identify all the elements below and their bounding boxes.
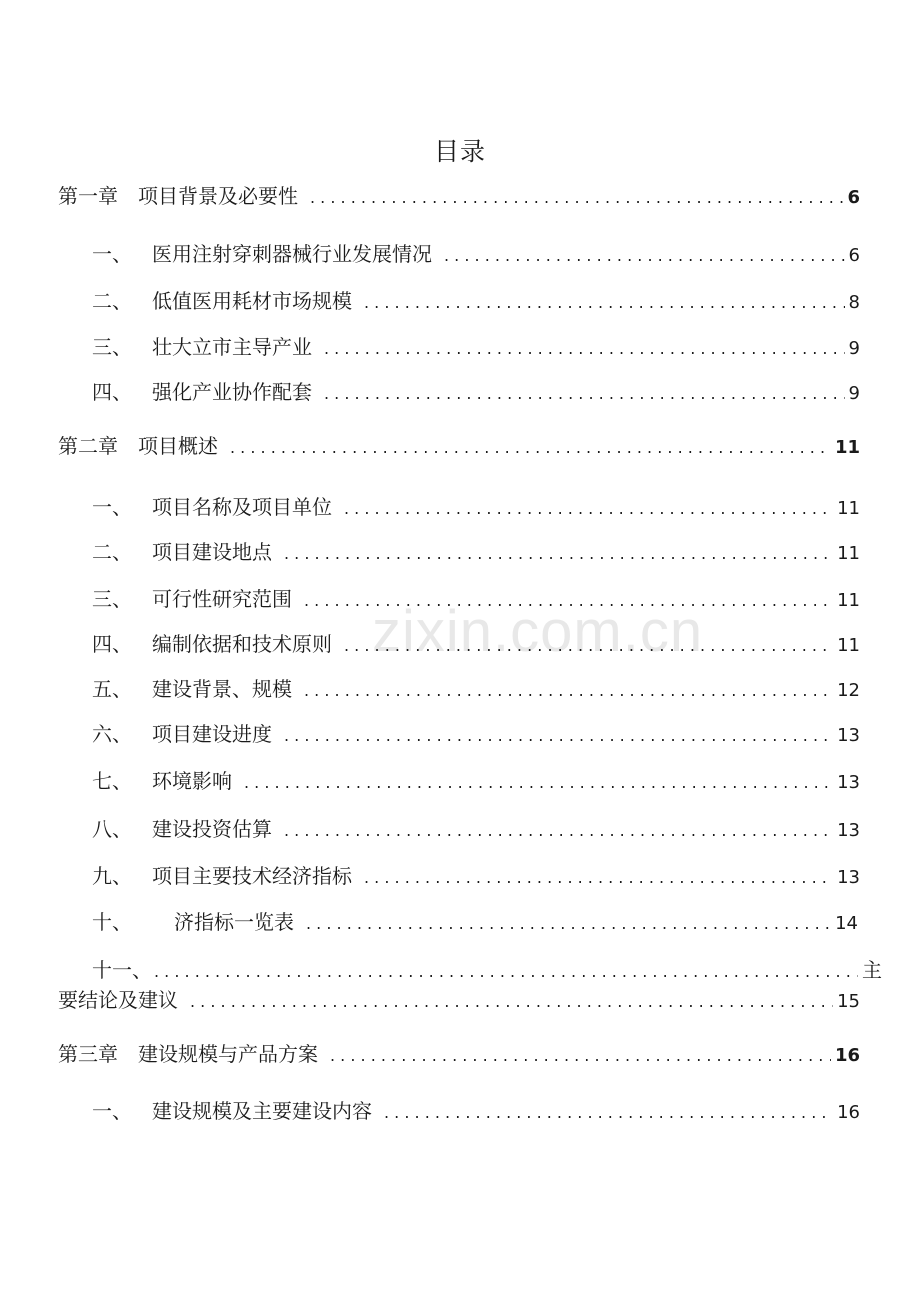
toc-label: 建设背景、规模 <box>152 677 292 701</box>
leader-dots <box>364 289 845 317</box>
toc-entry[interactable] <box>92 1097 860 1127</box>
watermark: zixin.com.cn <box>372 599 704 664</box>
toc-number: 十、 <box>92 910 132 934</box>
toc-page-number: 12 <box>837 680 860 701</box>
toc-number: 八、 <box>92 817 132 841</box>
toc-number: 六、 <box>92 722 132 746</box>
toc-label: 强化产业协作配套 <box>152 380 312 404</box>
toc-page-number: 13 <box>837 772 860 793</box>
toc-number: 三、 <box>92 587 132 611</box>
toc-label: 编制依据和技术原则 <box>152 632 332 656</box>
toc-entry[interactable] <box>92 862 860 892</box>
toc-entry[interactable] <box>92 287 860 317</box>
toc-page-number: 13 <box>837 725 860 746</box>
toc-number: 第三章 <box>58 1042 118 1066</box>
leader-dots <box>330 1042 831 1070</box>
toc-entry[interactable] <box>92 675 860 705</box>
leader-dots <box>344 495 833 523</box>
toc-label: 低值医用耗材市场规模 <box>152 289 352 313</box>
leader-dots <box>324 380 845 408</box>
toc-label: 项目建设地点 <box>152 540 272 564</box>
toc-number: 二、 <box>92 289 132 313</box>
toc-page-number: 8 <box>848 292 860 313</box>
toc-label: 医用注射穿刺器械行业发展情况 <box>152 242 432 266</box>
leader-dots <box>190 988 833 1016</box>
toc-entry[interactable] <box>92 538 860 568</box>
toc-page-number: 16 <box>834 1045 860 1066</box>
leader-dots <box>306 910 831 938</box>
toc-entry[interactable] <box>92 493 860 523</box>
toc-label: 壮大立市主导产业 <box>152 335 312 359</box>
toc-page-number: 6 <box>847 187 860 208</box>
toc-entry[interactable] <box>92 720 860 750</box>
leader-dots <box>384 1099 833 1127</box>
leader-dots <box>154 958 858 986</box>
toc-entry-chapter-2[interactable] <box>58 432 860 462</box>
toc-label: 项目建设进度 <box>152 722 272 746</box>
toc-number: 第二章 <box>58 434 118 458</box>
leader-dots <box>284 722 833 750</box>
leader-dots <box>444 242 845 270</box>
toc-number: 一、 <box>92 495 132 519</box>
toc-number: 九、 <box>92 864 132 888</box>
toc-title: 目录 <box>433 137 486 166</box>
leader-dots <box>304 587 833 615</box>
toc-number: 三、 <box>92 335 132 359</box>
toc-page-number: 16 <box>837 1102 860 1123</box>
toc-label: 项目主要技术经济指标 <box>152 864 352 888</box>
toc-page-number: 11 <box>837 543 860 564</box>
toc-entry[interactable] <box>92 767 860 797</box>
toc-entry[interactable] <box>92 908 858 938</box>
toc-page-number: 15 <box>837 991 860 1012</box>
toc-label: 环境影响 <box>152 769 232 793</box>
toc-number: 十一、 <box>92 958 152 982</box>
toc-number: 四、 <box>92 380 132 404</box>
leader-dots <box>324 335 845 363</box>
toc-label: 项目名称及项目单位 <box>152 495 332 519</box>
toc-page-number: 11 <box>837 590 860 611</box>
leader-dots <box>304 677 833 705</box>
toc-page-number: 9 <box>848 338 860 359</box>
leader-dots <box>284 817 833 845</box>
toc-entry-chapter-1[interactable] <box>58 182 860 212</box>
toc-number: 五、 <box>92 677 132 701</box>
toc-entry[interactable] <box>92 630 860 660</box>
toc-number: 一、 <box>92 242 132 266</box>
toc-number: 一、 <box>92 1099 132 1123</box>
toc-label: 建设规模与产品方案 <box>138 1042 318 1066</box>
toc-label: 建设规模及主要建设内容 <box>152 1099 372 1123</box>
toc-entry[interactable] <box>92 378 860 408</box>
leader-dots <box>244 769 833 797</box>
toc-label-start: 主 <box>862 958 882 982</box>
toc-label: 可行性研究范围 <box>152 587 292 611</box>
leader-dots <box>344 632 833 660</box>
toc-entry[interactable] <box>92 815 860 845</box>
toc-entry[interactable] <box>92 585 860 615</box>
toc-entry[interactable] <box>92 240 860 270</box>
toc-number: 七、 <box>92 769 132 793</box>
toc-page-number: 14 <box>835 913 858 934</box>
toc-page-number: 11 <box>834 437 860 458</box>
leader-dots <box>284 540 833 568</box>
toc-number: 第一章 <box>58 184 118 208</box>
toc-number: 二、 <box>92 540 132 564</box>
toc-entry-chapter-3[interactable] <box>58 1040 860 1070</box>
toc-label: 济指标一览表 <box>174 910 294 934</box>
toc-label: 项目背景及必要性 <box>138 184 298 208</box>
toc-page-number: 11 <box>837 635 860 656</box>
toc-page-number: 9 <box>848 383 860 404</box>
leader-dots <box>230 434 831 462</box>
toc-page-number: 6 <box>848 245 860 266</box>
toc-number: 四、 <box>92 632 132 656</box>
toc-page-number: 13 <box>837 867 860 888</box>
toc-entry-wrapped-cont[interactable] <box>58 986 860 1016</box>
leader-dots <box>364 864 833 892</box>
toc-page-number: 13 <box>837 820 860 841</box>
toc-label: 建设投资估算 <box>152 817 272 841</box>
toc-entry-wrapped[interactable] <box>92 956 882 986</box>
toc-label: 项目概述 <box>138 434 218 458</box>
leader-dots <box>310 184 843 212</box>
toc-entry[interactable] <box>92 333 860 363</box>
toc-page-number: 11 <box>837 498 860 519</box>
toc-label-continued: 要结论及建议 <box>58 988 178 1012</box>
